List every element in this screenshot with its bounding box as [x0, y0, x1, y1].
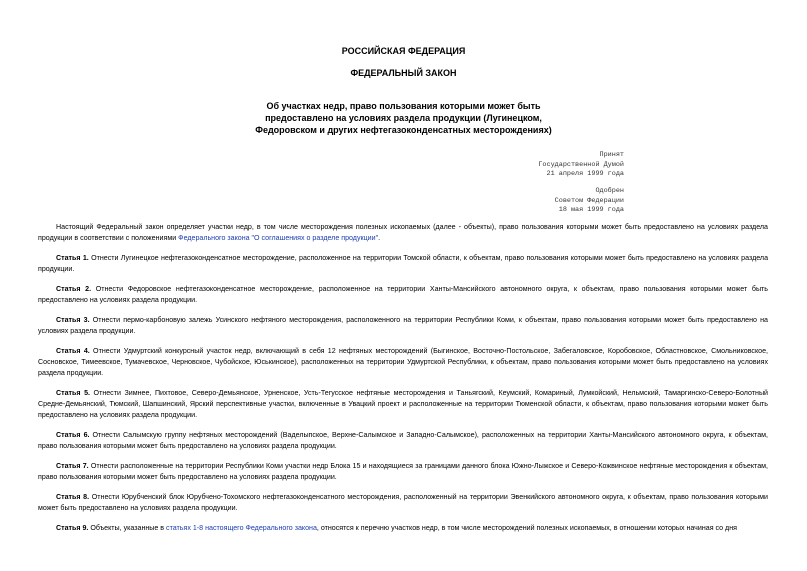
article-1-label: Статья 1. [56, 254, 89, 262]
articles-1-8-link[interactable]: статьях 1-8 настоящего Федерального закона [166, 524, 317, 532]
article-6-paragraph [38, 430, 768, 452]
article-3-text: Отнести пермо-карбоновую залежь Усинского нефтяного месторождения, расположенного на территории Республики Коми, к объектам, право пользования которыми может быть предоставлено на условиях раздела продукции. [38, 316, 768, 335]
article-9-text-start: Объекты, указанные в [88, 524, 167, 532]
article-3-label: Статья 3. [56, 316, 90, 324]
article-9-text-end: , относятся к перечню участков недр, в том числе месторождений полезных ископаемых, в отношении которых начиная со дня [316, 524, 737, 532]
duma-adoption-block [538, 151, 624, 180]
duma-adopted-label: Принят [599, 151, 624, 159]
preamble-tail: . [378, 234, 381, 242]
council-approval-block [555, 187, 624, 216]
article-7-text: Отнести расположенные на территории Республики Коми участки недр Блока 15 и находящиеся за границами данного блока Южно-Лыжское и Северо-Кожвинское нефтяные месторождения к объектам, право пользования которыми может быть предоставлено на условиях раздела продукции. [38, 462, 768, 481]
article-4-label: Статья 4. [56, 347, 90, 355]
law-title-line-2: предоставлено на условиях раздела продукции (Лугинецком, [265, 113, 542, 123]
article-1-paragraph [38, 253, 768, 275]
council-date: 18 мая 1999 года [558, 206, 624, 214]
law-type-heading: ФЕДЕРАЛЬНЫЙ ЗАКОН [350, 68, 457, 78]
preamble-paragraph [38, 222, 768, 244]
article-7-label: Статья 7. [56, 462, 89, 470]
article-2-text: Отнести Федоровское нефтегазоконденсатное месторождение, расположенное на территории Ханты-Мансийского автономного округа, к объектам, право пользования которыми может быть предоставлено на условиях раздела продукции. [38, 285, 768, 304]
council-approved-label: Одобрен [595, 187, 624, 195]
article-3-paragraph [38, 315, 768, 337]
duma-date: 21 апреля 1999 года [546, 170, 624, 178]
production-sharing-law-link[interactable]: Федерального закона "О соглашениях о разделе продукции" [178, 234, 379, 242]
article-2-paragraph [38, 284, 768, 306]
article-6-text: Отнести Салымскую группу нефтяных месторождений (Ваделыпское, Верхне-Салымское и Западно-Салымское), расположенных на территории Ханты-Мансийского автономного округа, к объектам, право пользования которыми может быть предоставлено на условиях раздела продукции. [38, 431, 768, 450]
article-9-label: Статья 9. [56, 524, 89, 532]
article-6-label: Статья 6. [56, 431, 90, 439]
law-title-line-1: Об участках недр, право пользования которыми может быть [266, 101, 541, 111]
article-5-text: Отнести Зимнее, Пихтовое, Северо-Демьянское, Урненское, Усть-Тегусское нефтяные месторождения и Таньягский, Кеумский, Комариный, Лумкойский, Нельмский, Тамаргинско-Северо-Болотный Средне-Демьянский, Тюмский, Шапшинский, Ярский перспективные участки, включенные в Увацкий проект и расположенные на территории Тюменской области, к объектам, право пользования которыми может быть предоставлено на условиях раздела продукции. [38, 389, 769, 419]
article-7-paragraph [38, 461, 768, 483]
council-name: Советом Федерации [554, 196, 624, 205]
article-8-paragraph [38, 492, 768, 514]
article-8-text: Отнести Юрубченский блок Юрубчено-Тохомского нефтегазоконденсатного месторождения, расположенный на территории Эвенкийского автономного округа, к объектам, право пользования которыми может быть предоставлено на условиях раздела продукции. [38, 493, 768, 512]
article-4-paragraph [38, 346, 768, 379]
article-9-paragraph [38, 523, 768, 534]
article-5-label: Статья 5. [56, 389, 90, 397]
article-8-label: Статья 8. [56, 493, 90, 501]
country-heading: РОССИЙСКАЯ ФЕДЕРАЦИЯ [341, 46, 466, 56]
duma-name: Государственной Думой [538, 160, 624, 169]
law-title-line-3: Федоровском и других нефтегазоконденсатных месторождениях) [255, 125, 552, 135]
article-4-text: Отнести Удмуртский конкурсный участок недр, включающий в себя 12 нефтяных месторождений (Быгинское, Восточно-Постольское, Забегаловское, Коробовское, Областновское, Смольниковское, Сосновское, Тимеевское, Тумачевское, Черновское, Чубойское, Юськинское), расположенных на территории Удмуртской Республики, к объектам, право пользования которыми может быть предоставлено на условиях раздела продукции. [38, 347, 768, 377]
article-2-label: Статья 2. [56, 285, 92, 293]
preamble-text: Настоящий Федеральный закон определяет участки недр, в том числе месторождения полезных ископаемых (далее - объекты), право пользования которыми может быть предоставлено на условиях раздела продукции в соответствии с положениями [38, 223, 768, 242]
article-1-text: Отнести Лугинецкое нефтегазоконденсатное месторождение, расположенное на территории Томской области, к объектам, право пользования которыми может быть предоставлено на условиях раздела продукции. [38, 254, 769, 273]
article-5-paragraph [38, 388, 768, 421]
